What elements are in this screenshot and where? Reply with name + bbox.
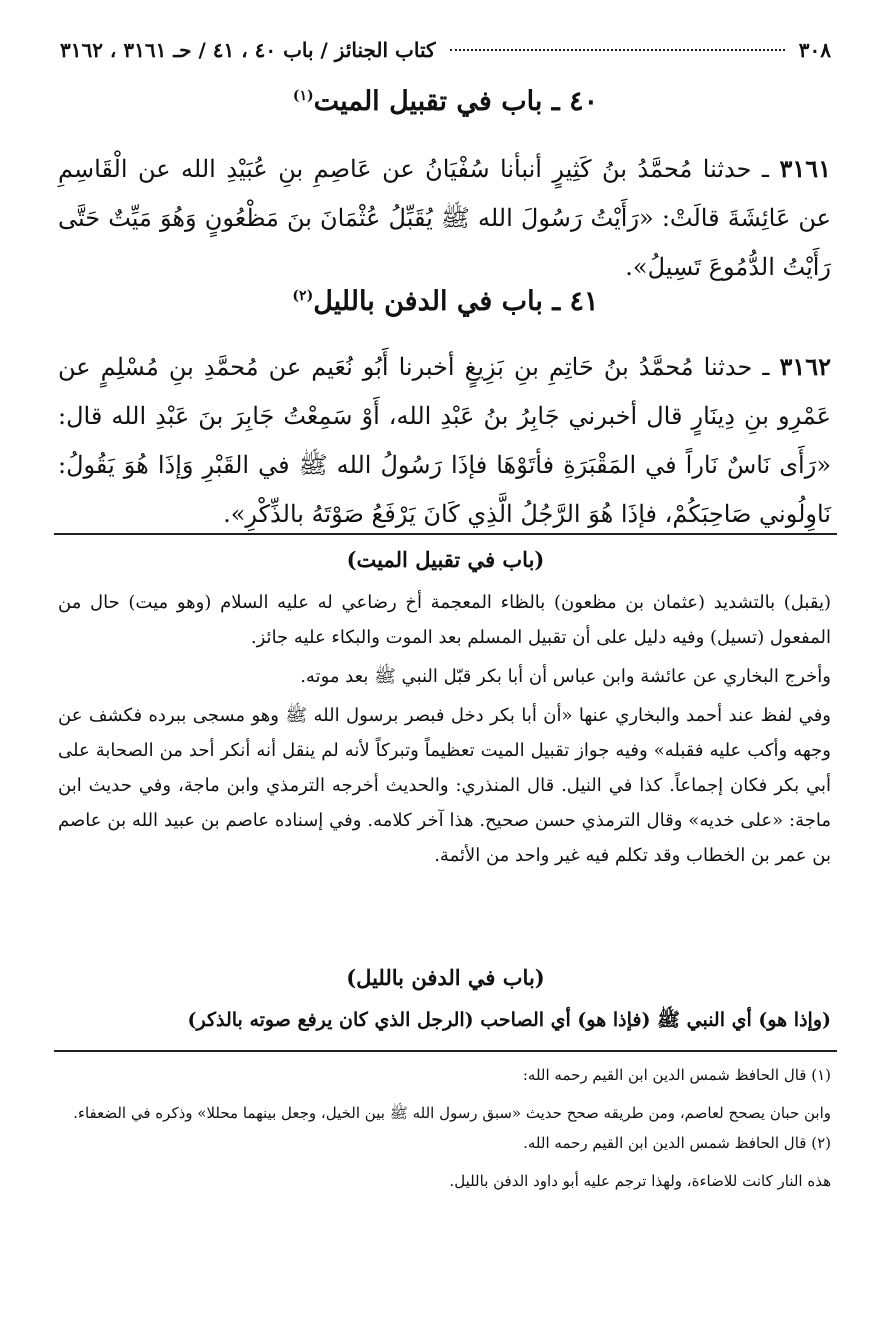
section-divider bbox=[54, 533, 837, 535]
page-number: ٣٠٨ bbox=[798, 38, 831, 62]
hadith-number: ٣١٦٢ bbox=[779, 352, 831, 381]
header-dotted-leader bbox=[450, 49, 785, 51]
commentary-heading-2: (باب في الدفن بالليل) bbox=[346, 965, 545, 990]
chapter-40-title-text: ٤٠ ـ باب في تقبيل الميت bbox=[313, 86, 599, 117]
footnote-2-head: (٢) قال الحافظ شمس الدين ابن القيم رحمه الله. bbox=[523, 1134, 831, 1152]
footnotes bbox=[58, 1060, 831, 1196]
hadith-text: ـ حدثنا مُحمَّدُ بنُ كَثِيرٍ أنبأنا سُفْيَانُ عن عَاصِمِ بنِ عُبَيْدِ الله عن الْقَاسِمِ عن عَائِشَةَ قالَتْ: «رَأَيْتُ رَسُولَ الله ﷺ يُقَبِّلُ عُثْمَانَ بنَ مَظْعُونٍ وَهُوَ مَيِّتٌ حَتَّى رَأَيْتُ الدُّمُوعَ تَسِيلُ». bbox=[58, 155, 831, 281]
running-title: كتاب الجنائز / باب ٤٠ ، ٤١ / حـ ٣١٦١ ، ٣١٦٢ bbox=[60, 38, 436, 62]
footnote-mark-2: (٢) bbox=[292, 288, 314, 304]
chapter-40-title bbox=[60, 86, 831, 117]
footnote-1-head: (١) قال الحافظ شمس الدين ابن القيم رحمه الله: bbox=[522, 1066, 831, 1084]
hadith-number: ٣١٦١ bbox=[779, 154, 831, 183]
hadith-3161 bbox=[58, 144, 831, 292]
chapter-41-title-text: ٤١ ـ باب في الدفن بالليل bbox=[313, 286, 599, 317]
footnote-divider bbox=[54, 1050, 837, 1052]
chapter-41-title bbox=[60, 286, 831, 317]
hadith-text: ـ حدثنا مُحمَّدُ بنُ حَاتِمِ بنِ بَزِيغٍ أخبرنا أَبُو نُعَيم عن مُحمَّدِ بنِ مُسْلِمٍ عن عَمْرِو بنِ دِينَارٍ قال أخبرني جَابِرُ بنُ عَبْدِ الله، أَوْ سَمِعْتُ جَابِرَ بنَ عَبْدِ الله قال: «رَأَى نَاسٌ نَاراً في المَقْبَرَةِ فأتَوْهَا فإذَا رَسُولُ الله ﷺ في القَبْرِ وَإذَا هُوَ يَقُولُ: نَاوِلُوني صَاحِبَكُمْ، فإذَا هُوَ الرَّجُلُ الَّذِي كَانَ يَرْفَعُ صَوْتَهُ بالذِّكْرِ». bbox=[58, 353, 832, 528]
footnote-mark-1: (١) bbox=[292, 88, 314, 104]
commentary-last-line: (وإذا هو) أي النبي ﷺ (فإذا هو) أي الصاحب (الرجل الذي كان يرفع صوته بالذكر) bbox=[187, 1009, 831, 1031]
footnote-1-text: وابن حبان يصحح لعاصم، ومن طريقه صحح حديث «سبق رسول الله ﷺ بين الخيل، وجعل بينهما محللا» وذكره في الضعفاء. bbox=[73, 1104, 831, 1122]
commentary-paragraph: (يقبل) بالتشديد (عثمان بن مظعون) بالظاء المعجمة أخ رضاعي له عليه السلام (وهو ميت) حال من المفعول (تسيل) وفيه دليل على أن تقبيل المسلم بعد الموت والبكاء عليه جائز. bbox=[58, 592, 831, 648]
running-header bbox=[60, 30, 831, 70]
commentary-paragraph: وأخرج البخاري عن عائشة وابن عباس أن أبا بكر قبّل النبي ﷺ بعد موته. bbox=[300, 666, 831, 687]
footnote-2-text: هذه النار كانت للاضاءة، ولهذا ترجم عليه أبو داود الدفن بالليل. bbox=[449, 1172, 831, 1190]
commentary-body bbox=[58, 585, 831, 873]
commentary-paragraph: وفي لفظ عند أحمد والبخاري عنها «أن أبا بكر دخل فبصر برسول الله ﷺ وهو مسجى ببرده فكشف عن وجهه وأكب عليه فقبله» وفيه جواز تقبيل الميت تعظيماً وتبركاً لأنه لم ينقل أنه أنكر أحد من الصحابة على أبي بكر فكان إجماعاً. كذا في النيل. قال المنذري: والحديث أخرجه الترمذي وابن ماجة، وفي حديث ابن ماجة: «على خديه» وقال الترمذي حسن صحيح. هذا آخر كلامه. وفي إسناده عاصم بن عبيد الله بن عاصم بن عمر بن الخطاب وقد تكلم فيه غير واحد من الأئمة. bbox=[58, 705, 831, 866]
hadith-3162 bbox=[58, 342, 831, 539]
commentary-heading-1: (باب في تقبيل الميت) bbox=[346, 547, 545, 572]
